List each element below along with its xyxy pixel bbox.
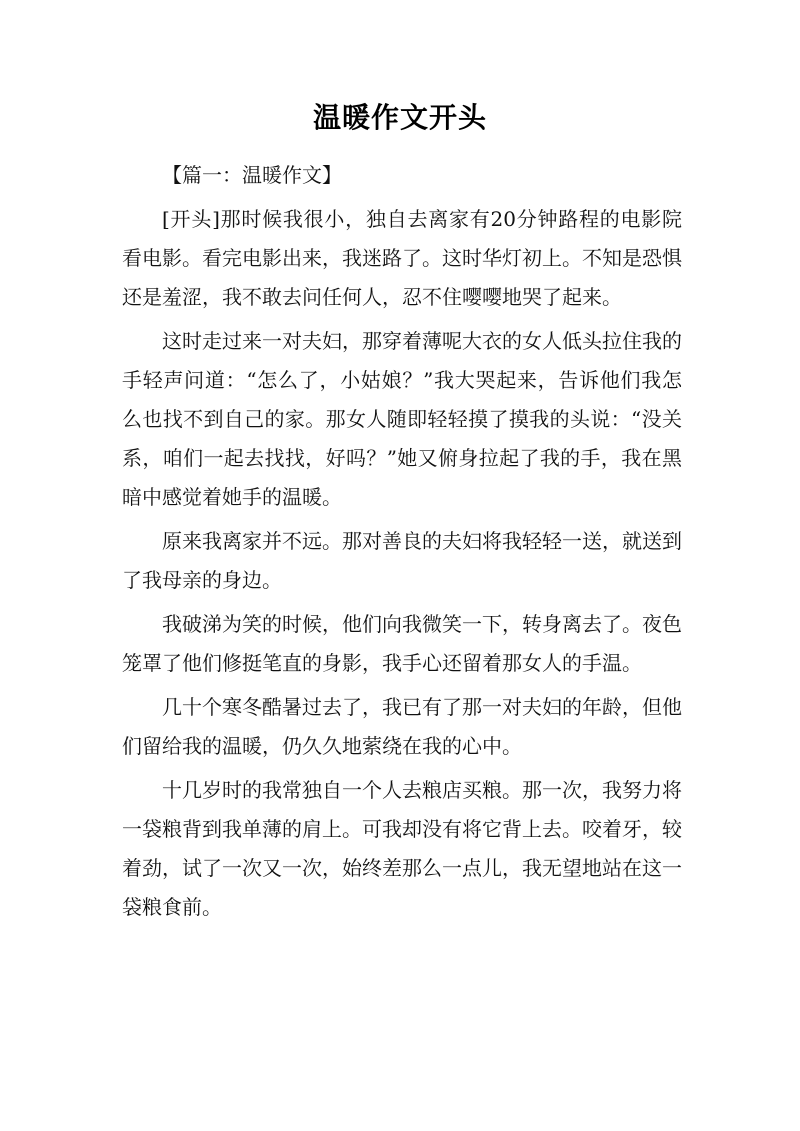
document-title: 温暖作文开头 [312,101,487,134]
paragraph: 这时走过来一对夫妇，那穿着薄呢大衣的女人低头拉住我的手轻声问道：“怎么了，小姑娘？”我大哭起来，告诉他们我怎么也找不到自己的家。那女人随即轻轻摸了摸我的头说：“没关系，咱们一起去找找，好吗？”她又俯身拉起了我的手，我在黑暗中感觉着她手的温暖。 [122,329,682,509]
document-body [122,156,682,932]
paragraph: 十几岁时的我常独自一个人去粮店买粮。那一次，我努力将一袋粮背到我单薄的肩上。可我却没有将它背上去。咬着牙，较着劲，试了一次又一次，始终差那么一点儿，我无望地站在这一袋粮食前。 [122,778,682,919]
paragraph: 原来我离家并不远。那对善良的夫妇将我轻轻一送，就送到了我母亲的身边。 [122,529,682,592]
paragraph: [开头]那时候我很小，独自去离家有20分钟路程的电影院看电影。看完电影出来，我迷路了。这时华灯初上。不知是恐惧还是羞涩，我不敢去问任何人，忍不住嘤嘤地哭了起来。 [122,207,682,309]
paragraph: 我破涕为笑的时候，他们向我微笑一下，转身离去了。夜色笼罩了他们修挺笔直的身影，我手心还留着那女人的手温。 [122,612,682,675]
section-heading: 【篇一：温暖作文】 [162,163,342,187]
paragraph: 几十个寒冬酷暑过去了，我已有了那一对夫妇的年龄，但他们留给我的温暖，仍久久地萦绕在我的心中。 [122,695,682,758]
